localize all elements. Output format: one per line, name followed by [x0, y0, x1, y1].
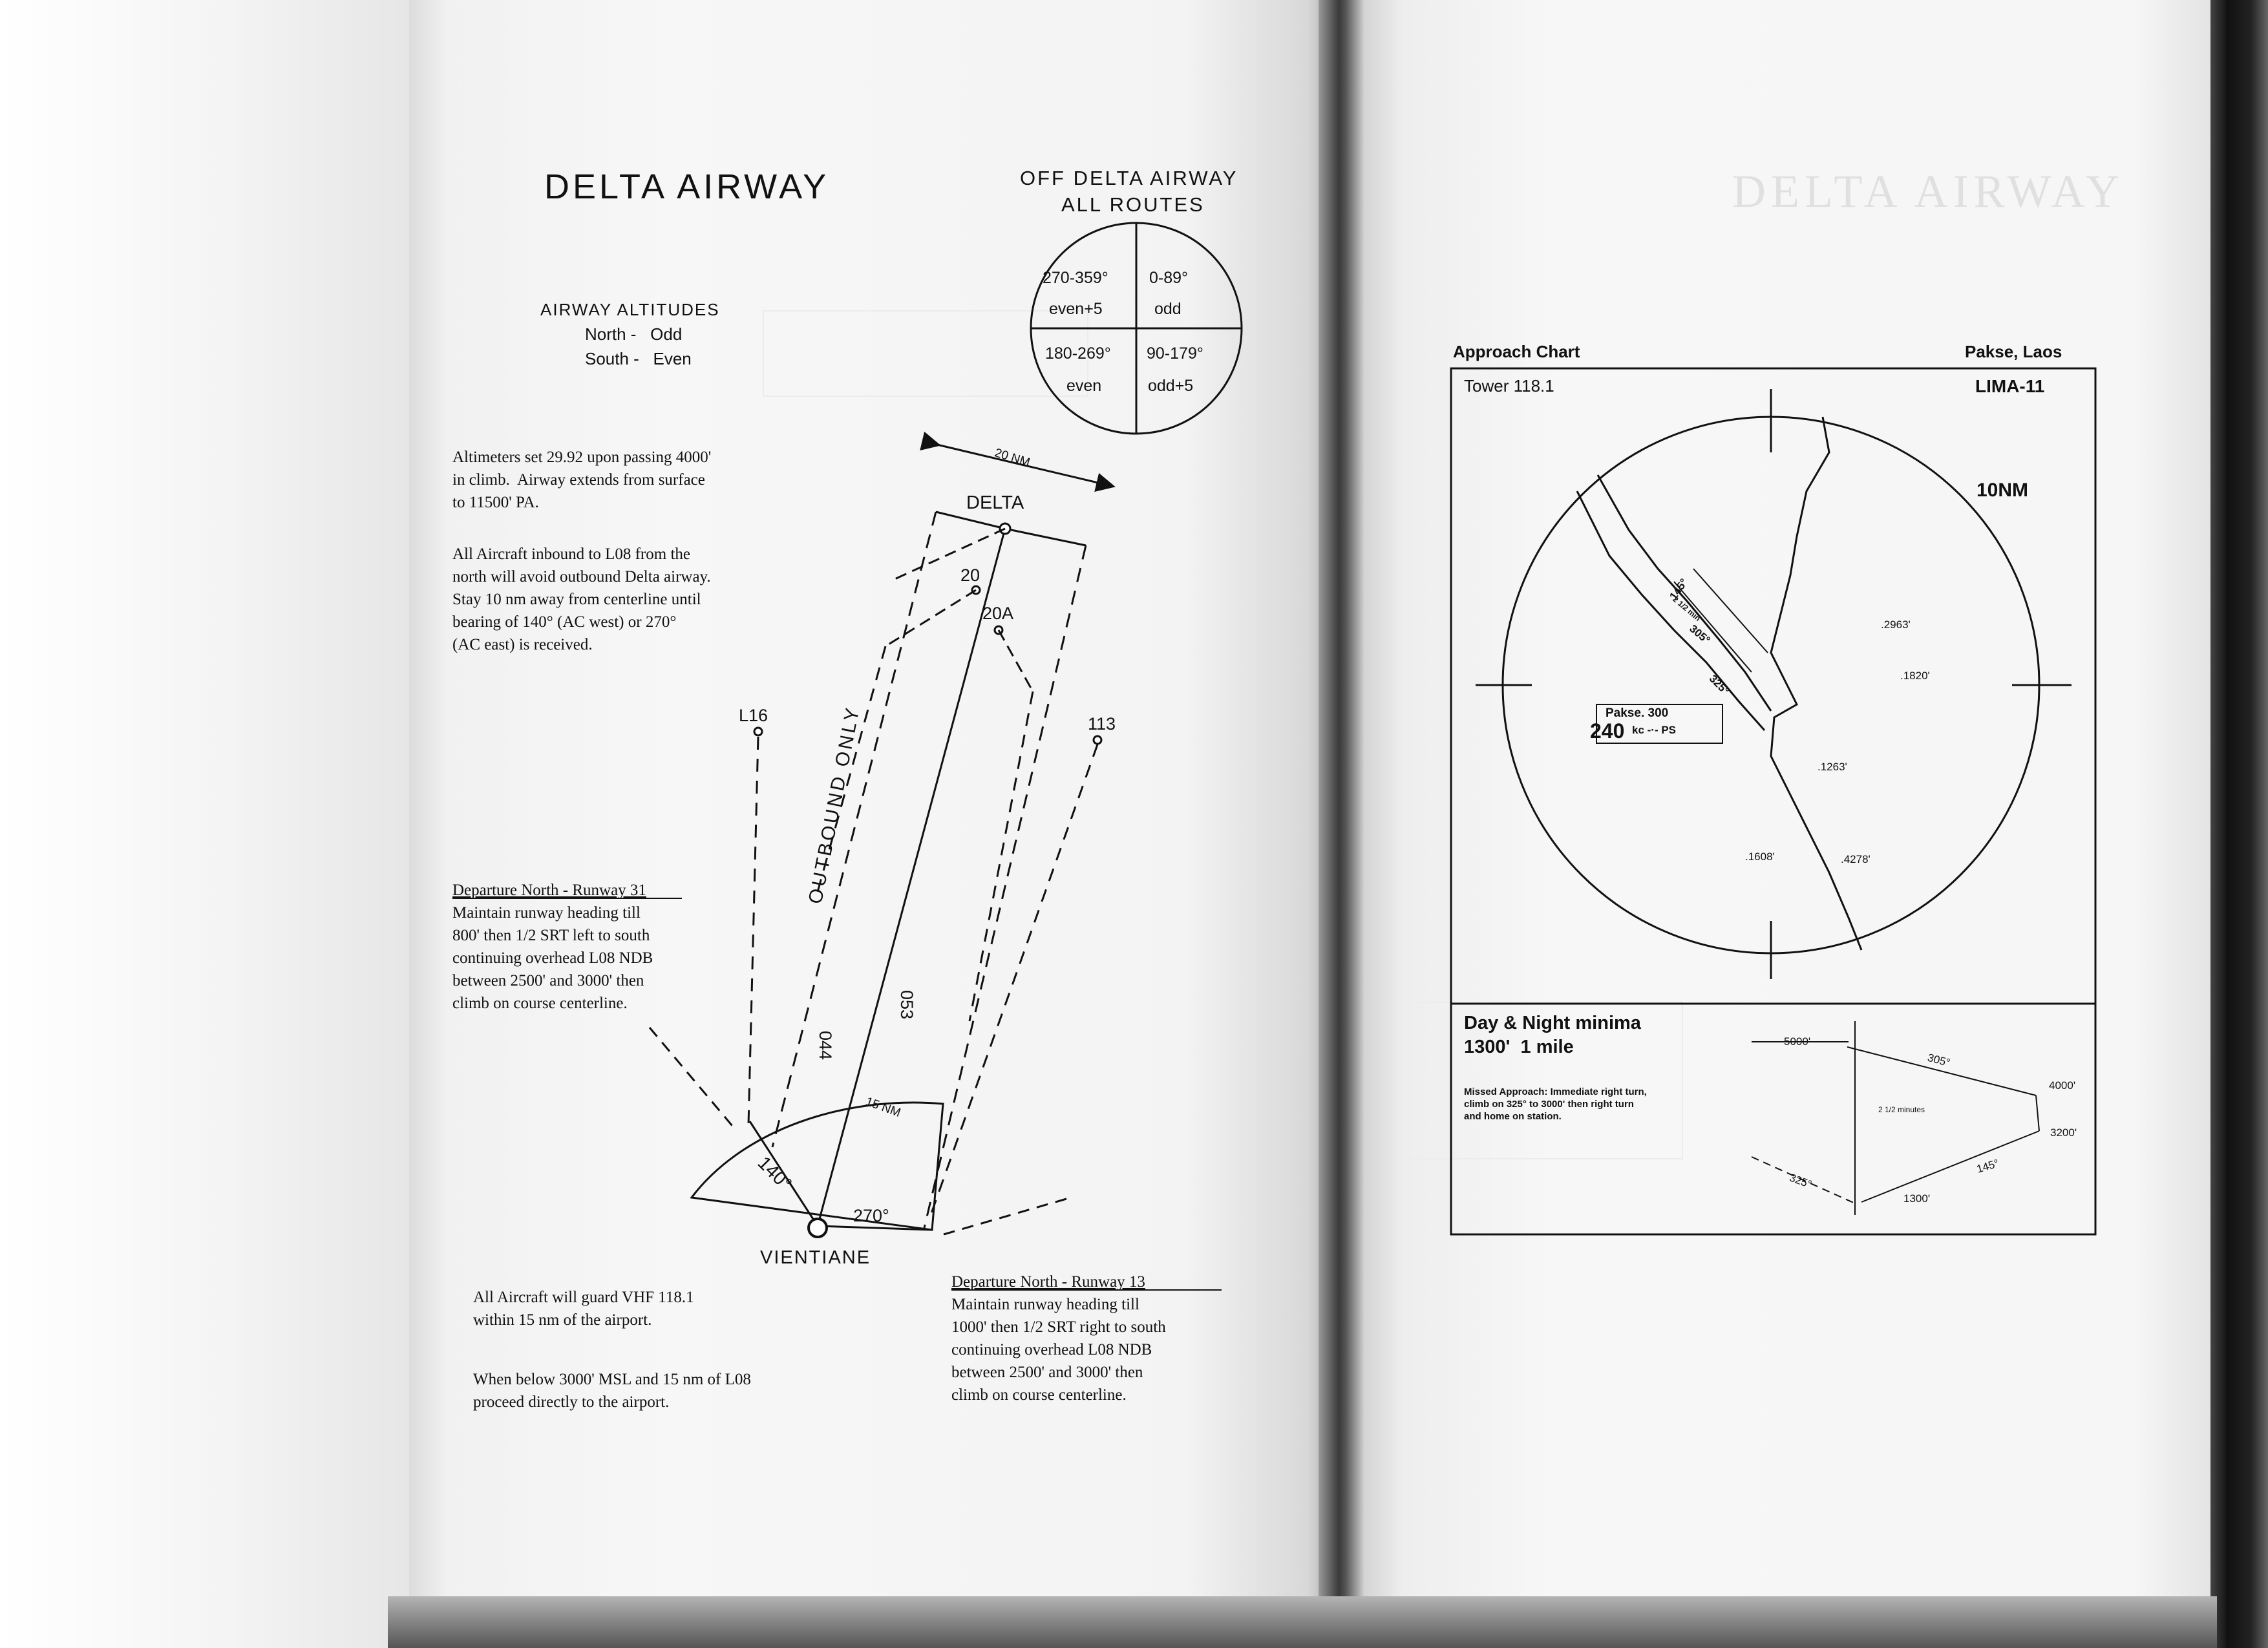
- airway-altitudes-north: North - Odd: [585, 324, 683, 344]
- delta-dash-1: [892, 529, 1005, 580]
- profile-5000: 5000': [1784, 1035, 1811, 1048]
- holding-outbound: [1693, 569, 1768, 653]
- quadrant-nw-range: 270-359°: [1043, 269, 1108, 287]
- quadrant-sw-rule: even: [1066, 377, 1102, 395]
- quadrant-se-range: 90-179°: [1147, 344, 1203, 363]
- elevation-4278: .4278': [1841, 853, 1871, 865]
- minima-title: Day & Night minima: [1464, 1013, 1641, 1033]
- departure-13-body: Maintain runway heading till 1000' then 1/2 SRT right to south continuing overhead L08 NDB between 2500' and 3000' then climb on course centerline.: [951, 1296, 1166, 1404]
- quadrant-ne-rule: odd: [1154, 300, 1182, 318]
- missed-approach-note: Missed Approach: Immediate right turn, climb on 325° to 3000' then right turn and home on station.: [1464, 1086, 1647, 1122]
- profile-inbound: [1861, 1131, 2039, 1202]
- ndb-ident: kc -·- PS: [1632, 724, 1677, 736]
- departure-31-body: Maintain runway heading till 800' then 1/2 SRT left to south continuing overhead L08 NDB between 2500' and 3000' then climb on course centerline.: [452, 904, 653, 1012]
- below-note: When below 3000' MSL and 15 nm of L08 proceed directly to the airport.: [473, 1371, 751, 1411]
- procedure-305-label: 305°: [1687, 622, 1713, 647]
- outbound-only-label: OUTBOUND ONLY: [805, 704, 864, 906]
- nm20-label: 20 NM: [993, 446, 1032, 470]
- profile-3200: 3200': [2050, 1126, 2077, 1139]
- guard-note: All Aircraft will guard VHF 118.1 within 15 nm of the airport.: [473, 1289, 694, 1329]
- profile-1300: 1300': [1903, 1192, 1931, 1205]
- quadrant-ne-range: 0-89°: [1149, 269, 1189, 287]
- point-20a-label: 20A: [982, 604, 1014, 623]
- departure-31-arrow: [650, 1028, 736, 1130]
- l16-route: [748, 737, 758, 1125]
- minima-value: 1300' 1 mile: [1464, 1037, 1574, 1057]
- range-ring-label: 10NM: [1977, 480, 2029, 501]
- course-053-label: 053: [897, 990, 917, 1020]
- profile-145: 145°: [1975, 1157, 2001, 1176]
- airway-right-edge: [924, 545, 1086, 1228]
- procedure-325-label: 325°: [1706, 672, 1732, 697]
- airway-altitudes-heading: AIRWAY ALTITUDES: [540, 300, 720, 319]
- ndb-frequency: 240: [1590, 719, 1625, 743]
- inbound-route-right: [970, 692, 1033, 1021]
- delta-dash-2: [885, 590, 976, 646]
- altimeters-note: Altimeters set 29.92 upon passing 4000' in climb. Airway extends from surface to 11500' PA.: [452, 449, 712, 511]
- river-outline: [1771, 417, 1861, 950]
- profile-missed: [1752, 1157, 1855, 1203]
- off-delta-heading: OFF DELTA AIRWAY: [1020, 167, 1238, 189]
- nm20-arrow: [937, 445, 1112, 486]
- l16-fix: [754, 728, 762, 735]
- profile-4000: 4000': [2049, 1079, 2076, 1092]
- bearing-270-label: 270°: [853, 1206, 889, 1225]
- approach-chart-frame: [1451, 368, 2095, 1234]
- airway-left-edge: [772, 512, 936, 1147]
- departure-31-heading: Departure North - Runway 31: [452, 882, 646, 899]
- departure-13-heading: Departure North - Runway 13: [951, 1273, 1145, 1291]
- procedure-145-label: 145°: [1667, 576, 1691, 602]
- vientiane-label: VIENTIANE: [760, 1247, 871, 1268]
- profile-305: 305°: [1926, 1051, 1952, 1070]
- bleed-through-title: DELTA AIRWAY: [1732, 165, 2125, 217]
- page-title: DELTA AIRWAY: [544, 167, 830, 206]
- quadrant-se-rule: odd+5: [1148, 377, 1194, 395]
- profile-outbound: [1847, 1047, 2036, 1095]
- inbound-route-left: [818, 646, 885, 892]
- airway-top-edge: [936, 512, 1005, 529]
- quadrant-nw-rule: even+5: [1049, 300, 1103, 318]
- point-113-fix: [1094, 736, 1101, 744]
- elevation-1263: .1263': [1818, 761, 1847, 773]
- off-delta-subheading: ALL ROUTES: [1061, 193, 1205, 216]
- point-20-label: 20: [960, 565, 980, 585]
- holding-inbound: [1674, 582, 1752, 672]
- elevation-1820: .1820': [1900, 670, 1930, 682]
- procedure-time-label: 2 1/2 min: [1671, 595, 1702, 623]
- profile-325: 325°: [1787, 1171, 1814, 1191]
- approach-chart-label: Approach Chart: [1453, 342, 1580, 361]
- vientiane-airport: [809, 1219, 827, 1237]
- profile-time: 2 1/2 minutes: [1878, 1105, 1925, 1114]
- ndb-box: [1596, 704, 1722, 743]
- elevation-1608: .1608': [1745, 850, 1775, 863]
- course-044-label: 044: [816, 1031, 835, 1061]
- l16-label: L16: [739, 706, 768, 725]
- chart-id: LIMA-11: [1975, 376, 2045, 396]
- point-113-route: [931, 745, 1097, 1215]
- nm15-label: 15 NM: [864, 1095, 903, 1120]
- inbound-note: All Aircraft inbound to L08 from the north will avoid outbound Delta airway. Stay 10 nm away from centerline until bearing of 140° (AC west) or 270° (AC east) is received.: [452, 545, 711, 653]
- airway-centerline: [818, 529, 1005, 1226]
- bearing-140-label: 140°: [753, 1152, 796, 1195]
- delta-dash-3: [999, 630, 1033, 692]
- departure-13-arrow: [944, 1199, 1066, 1234]
- quadrant-sw-range: 180-269°: [1045, 344, 1111, 363]
- elevation-2963: .2963': [1881, 618, 1911, 631]
- airway-altitudes-south: South - Even: [585, 349, 692, 368]
- profile-turn: [2036, 1095, 2039, 1131]
- ndb-name: Pakse. 300: [1606, 706, 1669, 720]
- airway-top-edge-right: [1005, 529, 1086, 545]
- range-ring-10nm: [1503, 417, 2039, 953]
- point-113-label: 113: [1088, 714, 1116, 734]
- river-east-bank: [1577, 491, 1765, 730]
- location-label: Pakse, Laos: [1965, 342, 2062, 361]
- delta-fix-label: DELTA: [966, 492, 1024, 513]
- tower-frequency: Tower 118.1: [1464, 376, 1554, 396]
